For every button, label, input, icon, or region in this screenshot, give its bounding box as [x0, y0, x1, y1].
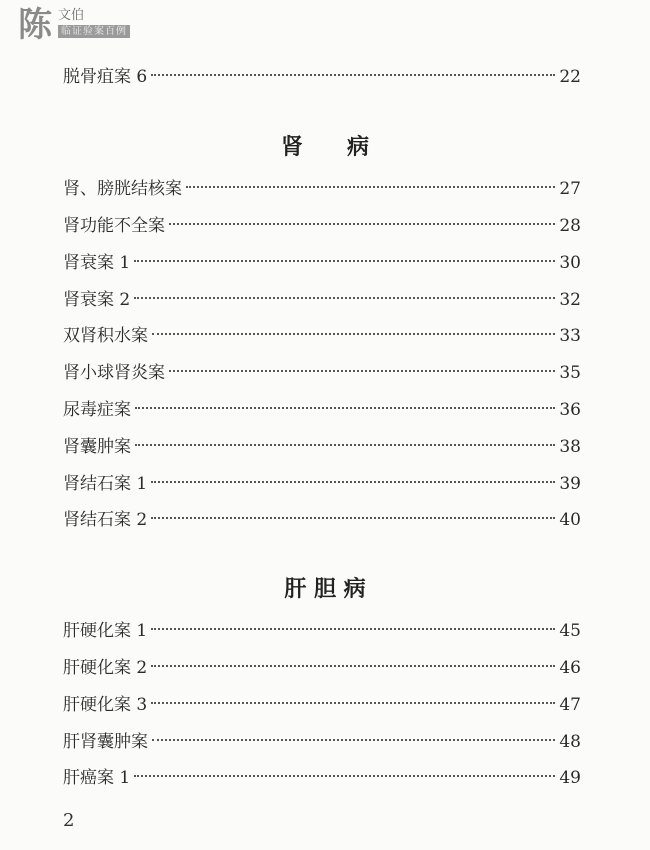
toc-entry-title: 肝癌案 1: [63, 768, 131, 788]
toc-entry-title: 肾囊肿案: [63, 437, 131, 457]
toc-entry-title: 肾结石案 2: [63, 510, 148, 530]
toc-entry[interactable]: [63, 434, 581, 460]
author-surname: 陈: [18, 5, 52, 45]
dot-leader: [134, 260, 555, 262]
dot-leader: [134, 775, 555, 777]
book-header: [18, 6, 130, 44]
toc-entry-page: 45: [559, 621, 581, 641]
toc-entry[interactable]: [63, 250, 581, 276]
dot-leader: [151, 481, 555, 483]
dot-leader: [151, 517, 555, 519]
toc-entry-title: 肝硬化案 3: [63, 695, 148, 715]
dot-leader: [151, 628, 555, 630]
toc-entry-page: 49: [559, 768, 581, 788]
toc-entry[interactable]: [63, 213, 581, 239]
dot-leader: [151, 665, 555, 667]
dot-leader: [151, 74, 555, 76]
toc-entry-title: 肝肾囊肿案: [63, 732, 148, 752]
author-given-name: 文伯: [58, 8, 85, 23]
toc-entry[interactable]: [63, 507, 581, 533]
header-meta: [58, 6, 130, 38]
dot-leader: [152, 333, 555, 335]
toc-entry[interactable]: [63, 397, 581, 423]
toc-entry[interactable]: [63, 360, 581, 386]
page-number: 2: [63, 810, 75, 831]
toc-entry-title: 脱骨疽案 6: [63, 67, 148, 87]
toc-entry-title: 肾功能不全案: [63, 216, 165, 236]
toc-entry-title: 肾衰案 1: [63, 253, 131, 273]
toc-entry-page: 48: [559, 732, 581, 752]
toc-entry-title: 肾衰案 2: [63, 290, 131, 310]
toc-entry[interactable]: [63, 729, 581, 755]
dot-leader: [169, 223, 555, 225]
toc-entry-title: 尿毒症案: [63, 400, 131, 420]
toc-entry-page: 33: [559, 326, 581, 346]
dot-leader: [135, 444, 555, 446]
toc-entry-page: 36: [559, 400, 581, 420]
toc-entry[interactable]: [63, 692, 581, 718]
toc-entry-title: 肾结石案 1: [63, 474, 148, 494]
toc-entry[interactable]: [63, 323, 581, 349]
toc-entry-page: 28: [559, 216, 581, 236]
toc-entry-title: 肝硬化案 2: [63, 658, 148, 678]
toc-entry[interactable]: [63, 176, 581, 202]
toc-entry[interactable]: [63, 765, 581, 791]
toc-entry[interactable]: [63, 64, 581, 90]
toc-entry-page: 46: [559, 658, 581, 678]
toc-entry-page: 40: [559, 510, 581, 530]
toc-entry[interactable]: [63, 618, 581, 644]
toc-entry-page: 32: [559, 290, 581, 310]
dot-leader: [186, 186, 555, 188]
section-heading-liver-gallbladder: 肝 胆 病: [284, 576, 366, 602]
dot-leader: [135, 407, 555, 409]
toc-entry-page: 38: [559, 437, 581, 457]
toc-entry[interactable]: [63, 287, 581, 313]
toc-entry[interactable]: [63, 655, 581, 681]
toc-entry-title: 肾小球肾炎案: [63, 363, 165, 383]
toc-entry-title: 肝硬化案 1: [63, 621, 148, 641]
toc-entry-page: 39: [559, 474, 581, 494]
toc-entry-page: 22: [559, 67, 581, 87]
dot-leader: [134, 297, 555, 299]
toc-entry-title: 肾、膀胱结核案: [63, 179, 182, 199]
dot-leader: [151, 702, 555, 704]
toc-entry-page: 27: [559, 179, 581, 199]
toc-entry-title: 双肾积水案: [63, 326, 148, 346]
toc-entry-page: 47: [559, 695, 581, 715]
toc-entry-page: 30: [559, 253, 581, 273]
section-heading-kidney: 肾 病: [280, 134, 369, 160]
toc-entry[interactable]: [63, 471, 581, 497]
dot-leader: [169, 370, 555, 372]
toc-entry-page: 35: [559, 363, 581, 383]
series-title: 临证验案百例: [58, 25, 130, 38]
dot-leader: [152, 739, 555, 741]
